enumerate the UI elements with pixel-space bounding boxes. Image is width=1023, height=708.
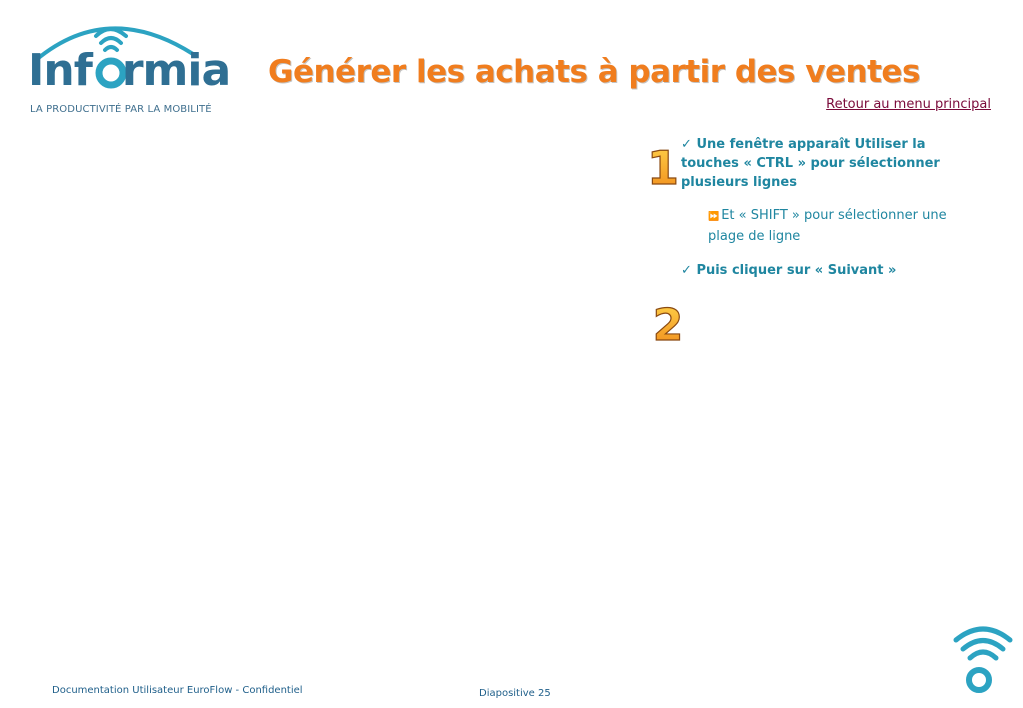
logo-tagline: LA PRODUCTIVITÉ PAR LA MOBILITÉ <box>30 104 212 115</box>
instruction-item <box>681 135 981 192</box>
fast-forward-icon: ⏩ <box>708 212 720 222</box>
wifi-signal-icon <box>952 624 1014 696</box>
instruction-subitem <box>708 206 981 246</box>
step-1-number: 1 <box>646 141 680 195</box>
instruction-list <box>681 135 981 280</box>
logo-brand-right: rmia <box>121 45 231 96</box>
informia-logo <box>28 8 238 115</box>
checkmark-icon: ✓ <box>681 263 692 278</box>
instruction-item <box>681 261 981 280</box>
step-2-number: 2 <box>652 300 684 351</box>
back-to-main-menu-link[interactable]: Retour au menu principal <box>826 97 991 112</box>
footer-document-label: Documentation Utilisateur EuroFlow - Confidentiel <box>52 685 303 696</box>
slide-title: Générer les achats à partir des ventes <box>268 54 920 90</box>
instruction-text: Une fenêtre apparaît Utiliser la touches « CTRL » pour sélectionner plusieurs lignes <box>681 137 940 190</box>
step-2-badge <box>652 298 684 351</box>
instruction-subtext: Et « SHIFT » pour sélectionner une plage de ligne <box>708 208 947 244</box>
logo-wordmark <box>28 46 230 96</box>
logo-brand-left: Inf <box>28 45 92 96</box>
checkmark-icon: ✓ <box>681 137 692 152</box>
instruction-text: Puis cliquer sur « Suivant » <box>696 263 897 278</box>
footer-slide-number: Diapositive 25 <box>479 688 551 699</box>
step-1-badge <box>646 140 680 195</box>
